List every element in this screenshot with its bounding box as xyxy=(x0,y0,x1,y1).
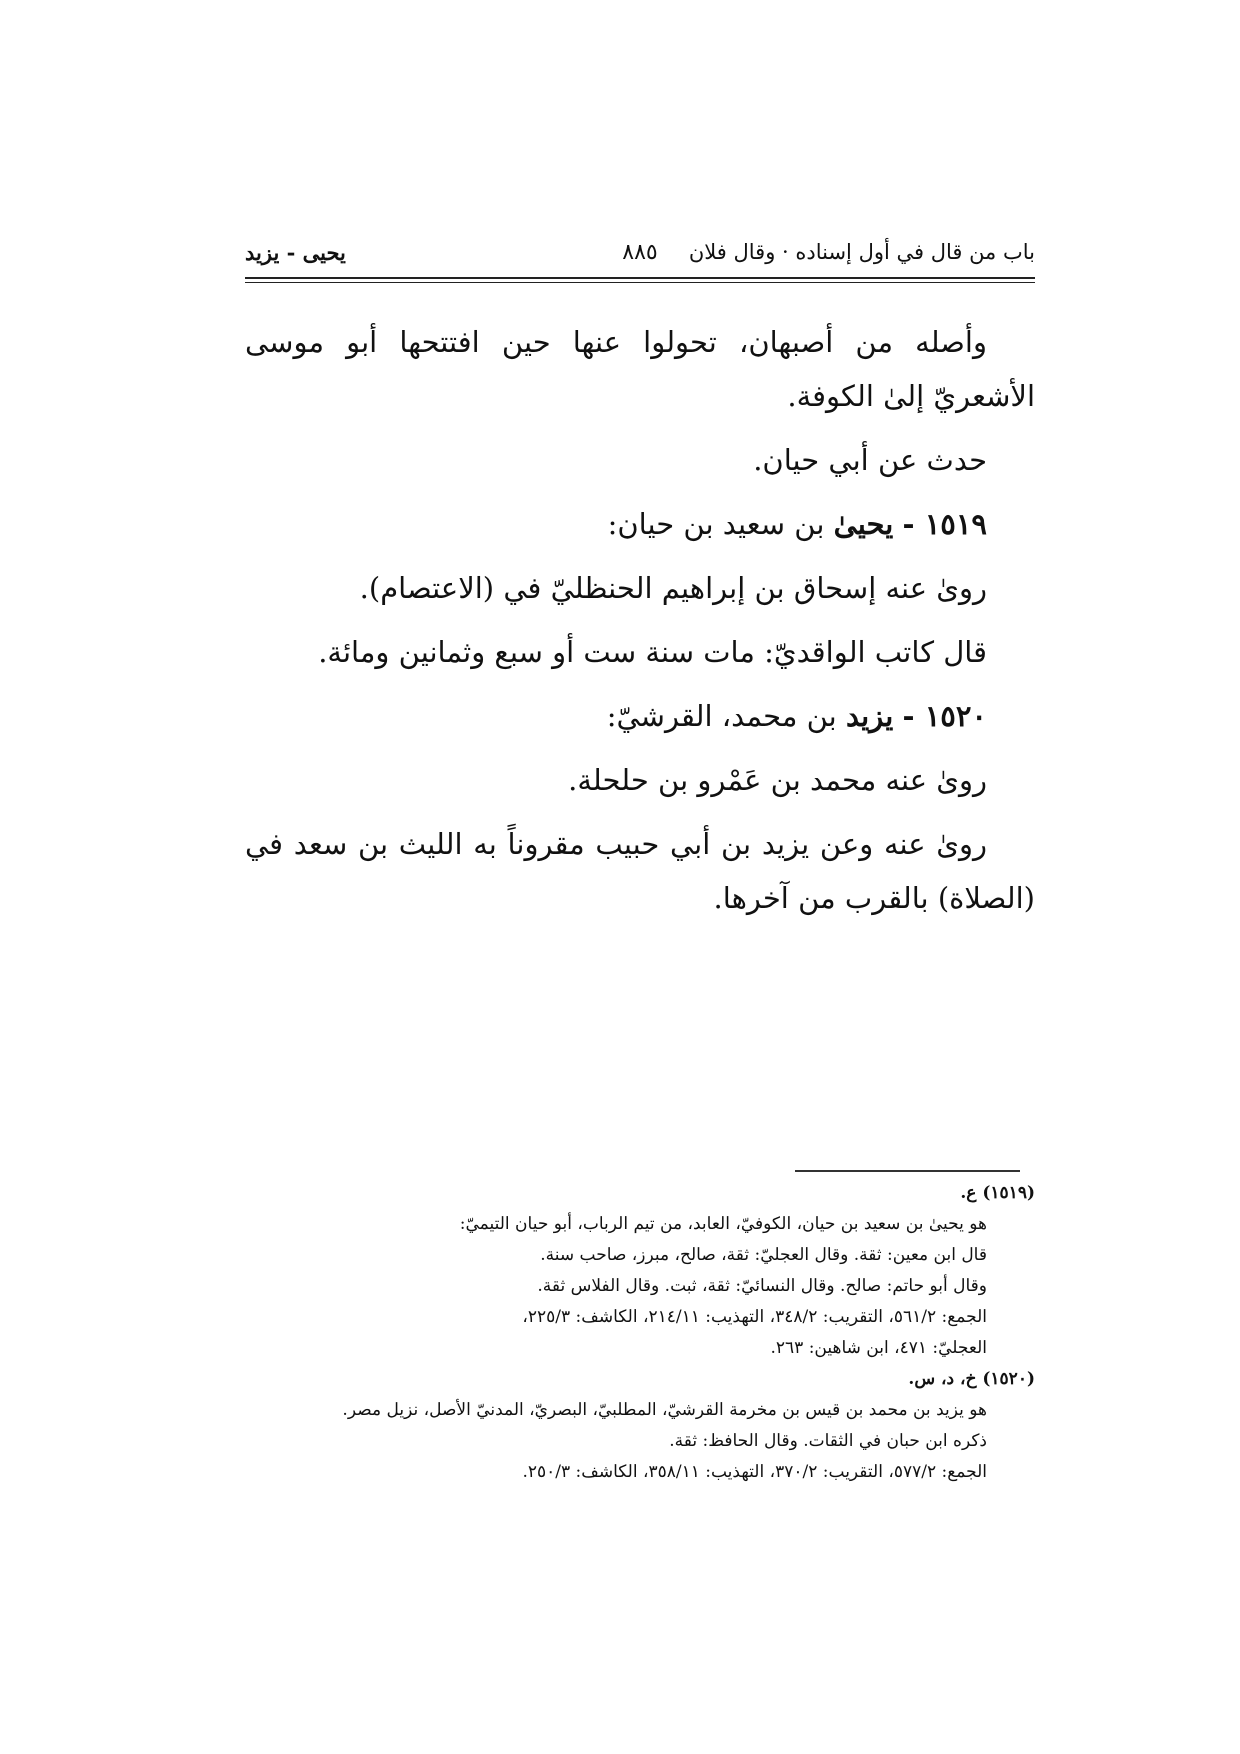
footnote-1519-line: العجليّ: ٤٧١، ابن شاهين: ٢٦٣. xyxy=(770,1338,987,1358)
chapter-title: باب من قال في أول إسناده · وقال فلان xyxy=(688,240,1035,264)
footnote-1520-head: (١٥٢٠) خ، د، س. xyxy=(908,1369,1035,1389)
entry-1519-number: ١٥١٩ - xyxy=(902,507,987,541)
running-header xyxy=(245,240,1035,280)
paragraph-narrated-by-2: روىٰ عنه محمد بن عَمْرو بن حلحلة. xyxy=(568,763,987,797)
entry-range: يحيى - يزيد xyxy=(245,240,346,265)
paragraph-narrated: حدث عن أبي حيان. xyxy=(753,443,987,477)
paragraph-narrated-by: روىٰ عنه إسحاق بن إبراهيم الحنظليّ في (الاعتصام). xyxy=(359,571,987,605)
paragraph-salah: روىٰ عنه وعن يزيد بن أبي حبيب مقروناً به الليث بن سعد في (الصلاة) بالقرب من آخرها. xyxy=(245,827,1035,915)
entry-1520-name: يزيد xyxy=(845,699,894,733)
footnotes xyxy=(235,1178,1035,1488)
footnote-1519-line: قال ابن معين: ثقة. وقال العجليّ: ثقة، صالح، مبرز، صاحب سنة. xyxy=(540,1245,987,1265)
footnote-1520-line: هو يزيد بن محمد بن قيس بن مخرمة القرشيّ، المطلبيّ، البصريّ، المدنيّ الأصل، نزيل مصر. xyxy=(342,1400,987,1420)
entry-1519-name: يحيىٰ xyxy=(833,507,894,541)
entry-1520-rest: بن محمد، القرشيّ: xyxy=(606,699,837,733)
footnote-rule xyxy=(795,1170,1020,1172)
page-number: ٨٨٥ xyxy=(622,240,658,265)
footnote-1520-line: ذكره ابن حبان في الثقات. وقال الحافظ: ثقة. xyxy=(669,1431,987,1451)
footnote-1519-line: وقال أبو حاتم: صالح. وقال النسائيّ: ثقة، ثبت. وقال الفلاس ثقة. xyxy=(537,1276,987,1296)
entry-1520-number: ١٥٢٠ - xyxy=(902,699,987,733)
entry-1520-heading xyxy=(245,689,1035,743)
footnote-1519-head: (١٥١٩) ع. xyxy=(960,1183,1035,1203)
footnote-1519-line: هو يحيىٰ بن سعيد بن حيان، الكوفيّ، العابد، من تيم الرباب، أبو حيان التيميّ: xyxy=(459,1214,987,1234)
header-rule-thin xyxy=(245,282,1035,283)
paragraph-death: قال كاتب الواقديّ: مات سنة ست أو سبع وثمانين ومائة. xyxy=(318,635,987,669)
paragraph-origin: وأصله من أصبهان، تحولوا عنها حين افتتحها أبو موسى الأشعريّ إلىٰ الكوفة. xyxy=(245,325,1035,413)
header-rule xyxy=(245,277,1035,279)
entry-1519-rest: بن سعيد بن حيان: xyxy=(607,507,825,541)
main-text xyxy=(245,315,1035,935)
entry-1519-heading xyxy=(245,497,1035,551)
footnote-1519-line: الجمع: ٥٦١/٢، التقريب: ٣٤٨/٢، التهذيب: ٢١٤/١١، الكاشف: ٢٢٥/٣، xyxy=(522,1307,987,1327)
footnote-1520-line: الجمع: ٥٧٧/٢، التقريب: ٣٧٠/٢، التهذيب: ٣٥٨/١١، الكاشف: ٢٥٠/٣. xyxy=(522,1462,987,1482)
